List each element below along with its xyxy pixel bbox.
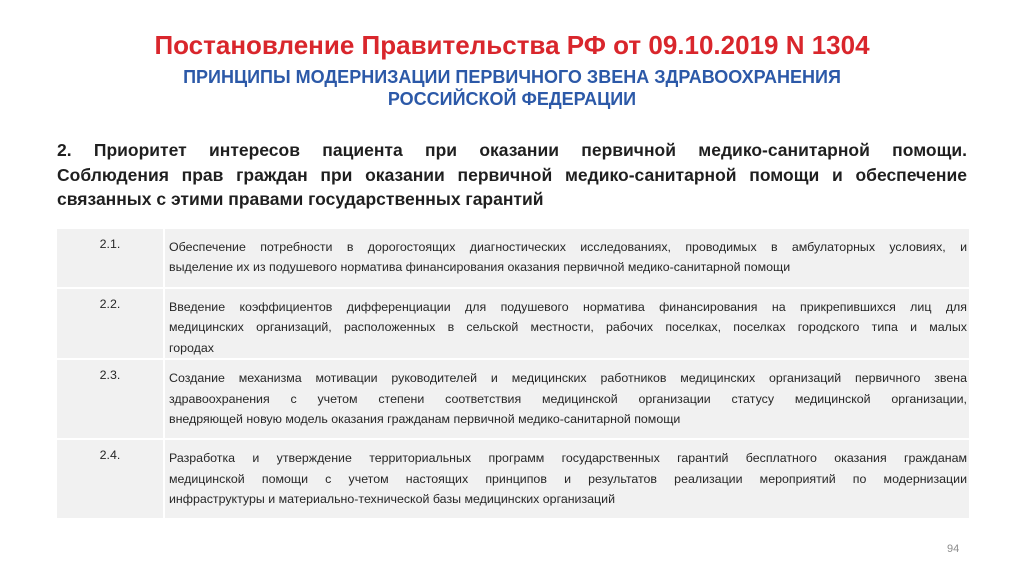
subtitle-line-2: РОССИЙСКОЙ ФЕДЕРАЦИИ	[387, 89, 637, 109]
row-text-line: Введение коэффициентов дифференциации для подушевого норматива финансирования на прикрепившихся лиц для	[169, 300, 967, 314]
section-heading	[57, 138, 967, 212]
row-text	[164, 439, 969, 519]
page-number: 94	[947, 543, 960, 555]
subtitle-line-1: ПРИНЦИПЫ МОДЕРНИЗАЦИИ ПЕРВИЧНОГО ЗВЕНА ЗДРАВООХРАНЕНИЯ	[183, 67, 841, 87]
row-text	[164, 229, 969, 288]
section-heading-line-2: Соблюдения прав граждан при оказании первичной медико-санитарной помощи и обеспечение	[57, 164, 967, 185]
row-text-line: инфраструктуры и материально-технической базы медицинских организаций	[169, 492, 615, 507]
row-text	[164, 288, 969, 359]
row-text-line: медицинских организаций, расположенных в сельской местности, рабочих поселках, поселках городского типа и малых	[169, 320, 967, 335]
row-number: 2.4.	[57, 439, 164, 519]
slide-subtitle	[0, 66, 1024, 110]
row-number: 2.3.	[57, 359, 164, 439]
row-text-line: медицинской помощи с учетом настоящих принципов и результатов реализации мероприятий по модернизации	[169, 471, 967, 486]
row-text-line: Разработка и утверждение территориальных программ государственных гарантий бесплатного оказания гражданам	[169, 451, 967, 466]
row-text	[164, 359, 969, 439]
row-number: 2.2.	[57, 288, 164, 359]
section-heading-line-1: 2. Приоритет интересов пациента при оказании первичной медико-санитарной помощи.	[57, 140, 967, 160]
table-row	[57, 359, 969, 439]
row-text-line: городах	[169, 340, 214, 355]
measures-table	[57, 229, 969, 520]
table-row	[57, 288, 969, 359]
table-row	[57, 439, 969, 519]
row-text-line: выделение их из подушевого норматива финансирования оказания первичной медико-санитарной помощи	[169, 260, 791, 275]
slide-title: Постановление Правительства РФ от 09.10.2019 N 1304	[154, 30, 870, 60]
row-number: 2.1.	[57, 229, 164, 288]
table-row	[57, 229, 969, 288]
row-text-line: Обеспечение потребности в дорогостоящих диагностических исследованиях, проводимых в амбулаторных условиях, и	[169, 240, 967, 254]
section-heading-line-3: связанных с этими правами государственных гарантий	[57, 189, 544, 209]
row-text-line: здравоохранения с учетом степени соответствия медицинской организации статусу медицинской организации,	[169, 391, 967, 406]
row-text-line: внедряющей новую модель оказания гражданам первичной медико-санитарной помощи	[169, 412, 681, 427]
row-text-line: Создание механизма мотивации руководителей и медицинских работников медицинских организаций первичного звена	[169, 371, 967, 386]
